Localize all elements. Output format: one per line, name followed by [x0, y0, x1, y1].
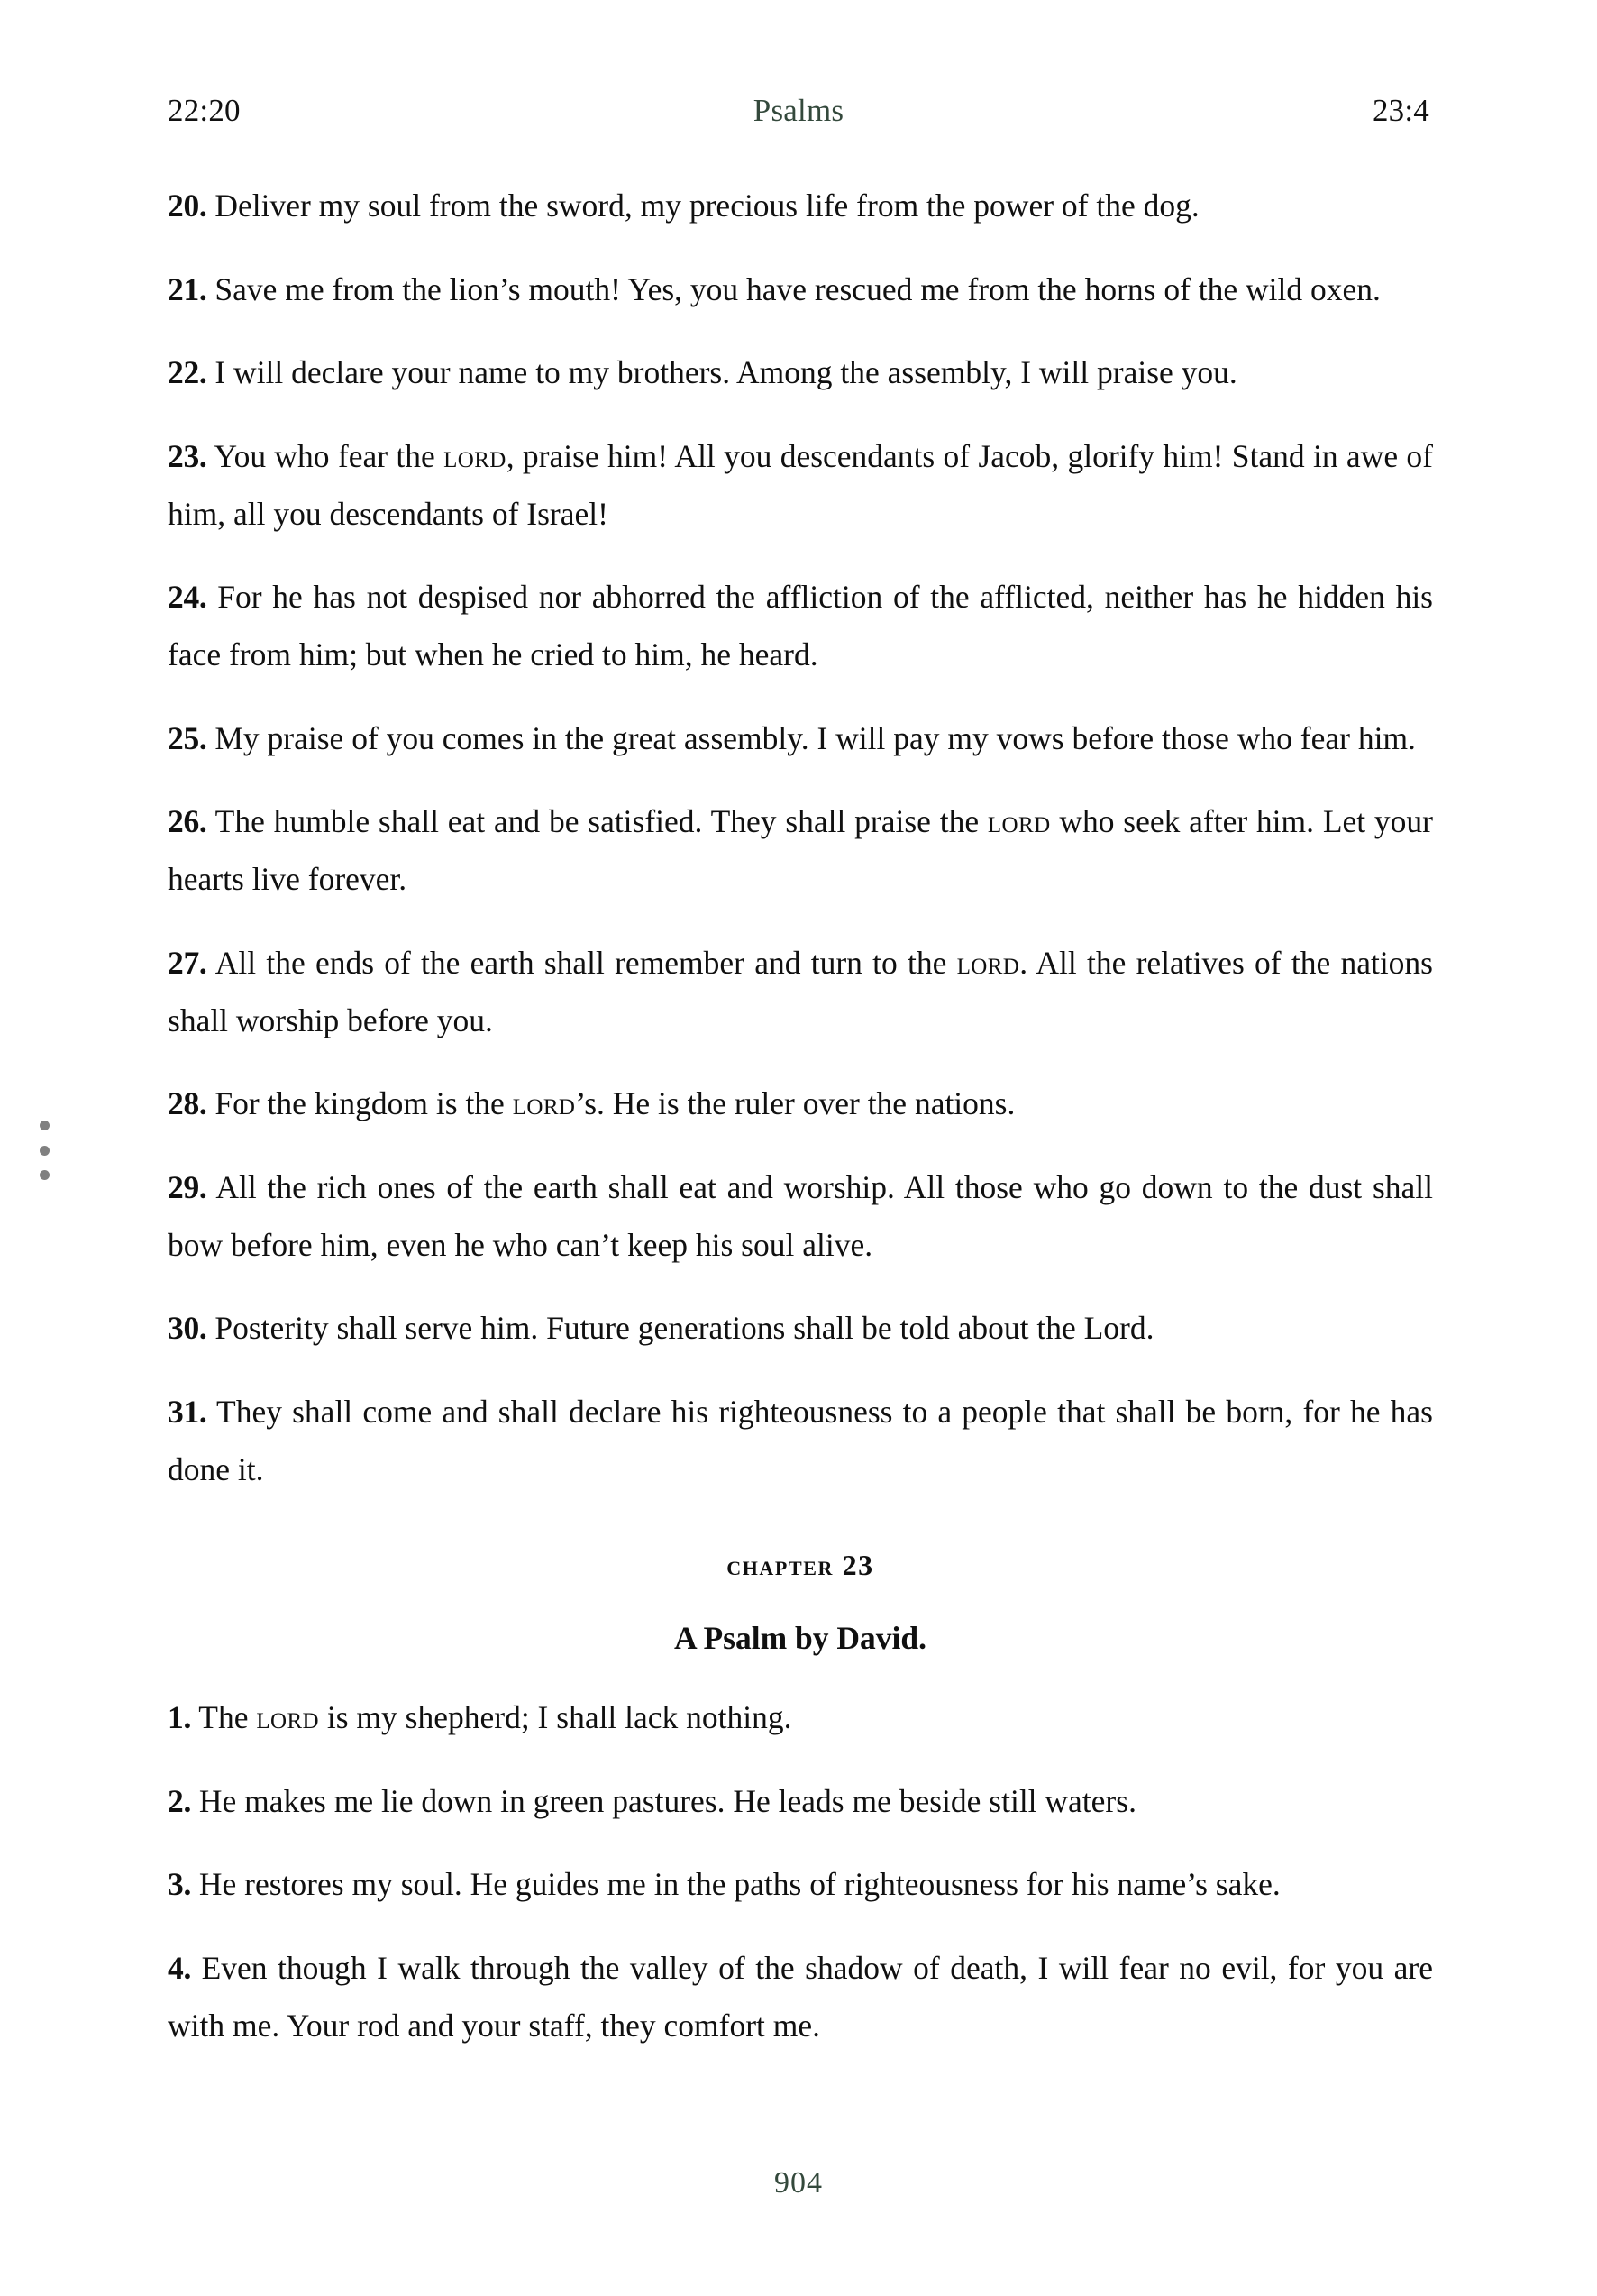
verse-paragraph	[168, 261, 1433, 318]
verse-text: The	[198, 1699, 257, 1735]
verse-text: ’s. He is the ruler over the nations.	[575, 1085, 1016, 1121]
verse-number: 29.	[168, 1168, 207, 1205]
verse-text: I will declare your name to my brothers. Among the assembly, I will praise you.	[214, 354, 1237, 390]
verse-paragraph	[168, 709, 1433, 767]
verse-number: 31.	[168, 1393, 207, 1430]
verse-paragraph	[168, 792, 1433, 908]
verse-paragraph	[168, 1688, 1433, 1746]
verse-text: , praise him! All you descendants of Jacob, glorify him! Stand in awe of him, all you descendants of Israel!	[168, 437, 1433, 532]
more-options-icon[interactable]	[35, 1121, 53, 1180]
dot-3	[40, 1170, 50, 1180]
chapter-heading-block	[168, 1550, 1433, 1655]
page-number: 904	[774, 2166, 823, 2200]
running-head	[168, 95, 1429, 136]
verse-paragraph	[168, 427, 1433, 543]
verse-text: They shall come and shall declare his righteousness to a people that shall be born, for he has done it.	[168, 1393, 1433, 1487]
verse-text: For the kingdom is the	[214, 1085, 513, 1121]
verse-text: . All the relatives of the nations shall worship before you.	[168, 944, 1433, 1038]
running-head-book-title: Psalms	[753, 93, 844, 128]
verse-text: Posterity shall serve him. Future generations shall be told about the Lord.	[214, 1310, 1154, 1346]
divine-name-smallcaps: lord	[956, 944, 1020, 981]
dot-2	[40, 1146, 50, 1156]
running-head-left-ref: 22:20	[168, 93, 241, 128]
verse-paragraph	[168, 1075, 1433, 1132]
verse-text: Deliver my soul from the sword, my precious life from the power of the dog.	[214, 188, 1200, 224]
chapter-subtitle: A Psalm by David.	[673, 1619, 927, 1656]
verse-text: For he has not despised nor abhorred the affliction of the afflicted, neither has he hidden his face from him; but when he cried to him, he heard.	[168, 579, 1434, 672]
verse-paragraph	[168, 1158, 1433, 1274]
verse-paragraph	[168, 1383, 1433, 1498]
verse-text: is my shepherd; I shall lack nothing.	[319, 1699, 792, 1735]
verse-text: My praise of you comes in the great assembly. I will pay my vows before those who fear him.	[214, 719, 1416, 756]
running-head-right-ref: 23:4	[1372, 93, 1429, 128]
verse-number: 22.	[168, 354, 207, 390]
verse-paragraph	[168, 568, 1433, 683]
verse-number: 4.	[168, 1949, 192, 1986]
verse-number: 25.	[168, 719, 207, 756]
verse-text: The humble shall eat and be satisfied. They shall praise the	[214, 803, 988, 839]
verse-paragraph	[168, 343, 1433, 401]
verse-number: 30.	[168, 1310, 207, 1346]
verse-number: 28.	[168, 1085, 207, 1121]
verse-text: who seek after him. Let your hearts live forever.	[168, 803, 1433, 897]
verse-paragraph	[168, 1772, 1433, 1830]
dot-1	[40, 1121, 50, 1130]
verse-text: Even though I walk through the valley of the shadow of death, I will fear no evil, for you are with me. Your rod and your staff, they comfort me.	[168, 1949, 1433, 2044]
verse-number: 24.	[168, 579, 207, 615]
verse-list	[168, 177, 1433, 2054]
verse-paragraph	[168, 1855, 1433, 1913]
verse-text: He makes me lie down in green pastures. He leads me beside still waters.	[198, 1782, 1136, 1819]
divine-name-smallcaps: lord	[987, 803, 1051, 839]
verse-text: All the ends of the earth shall remember and turn to the	[214, 944, 957, 981]
verse-number: 21.	[168, 270, 207, 307]
divine-name-smallcaps: lord	[256, 1699, 319, 1735]
verse-paragraph	[168, 177, 1433, 234]
verse-number: 26.	[168, 803, 207, 839]
divine-name-smallcaps: lord	[512, 1085, 576, 1121]
verse-number: 3.	[168, 1866, 192, 1902]
verse-text: Save me from the lion’s mouth! Yes, you have rescued me from the horns of the wild oxen.	[214, 270, 1381, 307]
verse-text: You who fear the	[214, 437, 444, 474]
verse-paragraph	[168, 1299, 1433, 1357]
verse-paragraph	[168, 1939, 1433, 2054]
verse-number: 2.	[168, 1782, 192, 1819]
verse-number: 20.	[168, 188, 207, 224]
verse-text: He restores my soul. He guides me in the paths of righteousness for his name’s sake.	[198, 1866, 1281, 1902]
verse-text: All the rich ones of the earth shall eat and worship. All those who go down to the dust shall bow before him, even he who can’t keep his soul alive.	[168, 1168, 1433, 1263]
chapter-title: chapter 23	[726, 1548, 874, 1581]
verse-number: 1.	[168, 1699, 192, 1735]
text-column	[168, 177, 1433, 2054]
verse-number: 23.	[168, 437, 207, 474]
verse-paragraph	[168, 934, 1433, 1049]
verse-number: 27.	[168, 944, 207, 981]
divine-name-smallcaps: lord	[443, 437, 506, 474]
